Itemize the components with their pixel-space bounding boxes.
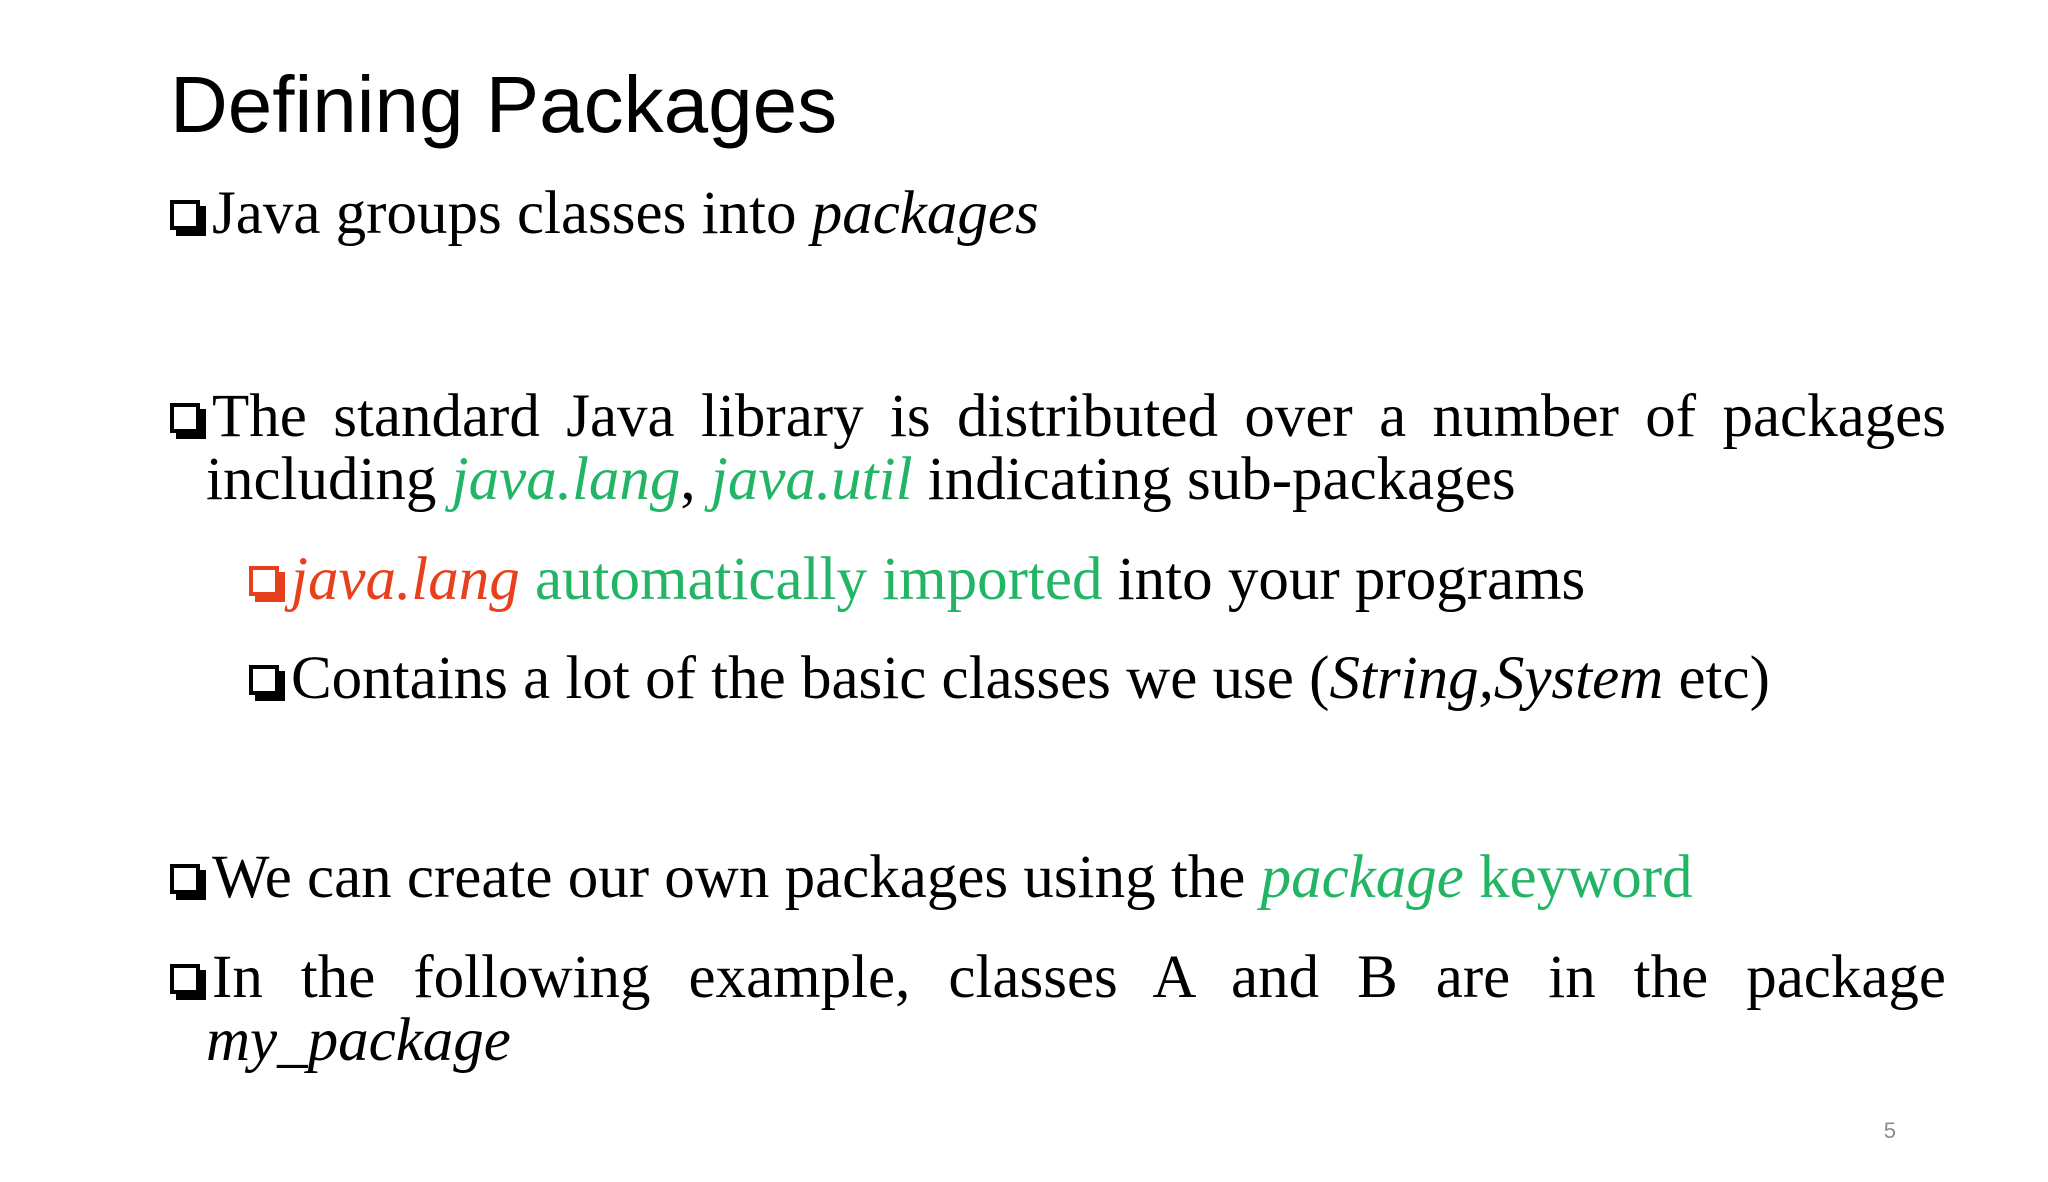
keyword-label: keyword [1463, 844, 1693, 911]
bullet-text: The standard Java library is distributed over a number of packages including [206, 383, 1946, 513]
checkbox-bullet-icon [170, 200, 200, 230]
checkbox-bullet-icon [170, 403, 200, 433]
checkbox-bullet-icon [170, 864, 200, 894]
highlight-text: automatically imported [519, 546, 1103, 613]
checkbox-bullet-icon [249, 566, 279, 596]
bullet-text-rest: etc) [1663, 645, 1770, 712]
package-name-my-package: my_package [206, 1007, 511, 1074]
sub-bullet-basic-classes [247, 647, 1945, 710]
checkbox-bullet-icon [249, 665, 279, 695]
bullet-text-rest: into your programs [1102, 546, 1586, 613]
slide-title: Defining Packages [170, 60, 838, 149]
bullet-example [168, 946, 1946, 1072]
package-name-java-lang: java.lang [451, 446, 681, 513]
slide-number: 5 [1883, 1118, 1896, 1143]
bullet-text: Contains a lot of the basic classes we use ( [291, 645, 1330, 712]
package-name-java-util: java.util [710, 446, 913, 513]
bullet-text: Java groups classes into [212, 180, 812, 247]
sub-bullet-java-lang-imported [247, 548, 1945, 611]
bullet-text-rest: indicating sub-packages [912, 446, 1516, 513]
class-names: String,System [1329, 645, 1664, 712]
separator: , [680, 446, 711, 513]
package-name-java-lang: java.lang [291, 546, 520, 613]
bullet-text: We can create our own packages using the [212, 844, 1261, 911]
bullet-text: In the following example, classes A and B are in the package [212, 944, 1946, 1011]
bullet-standard-library [168, 385, 1946, 511]
bullet-emphasis: packages [811, 180, 1039, 247]
bullet-own-packages [168, 846, 1946, 909]
checkbox-bullet-icon [170, 964, 200, 994]
keyword-package: package [1260, 844, 1464, 911]
bullet-java-groups [168, 182, 1946, 245]
